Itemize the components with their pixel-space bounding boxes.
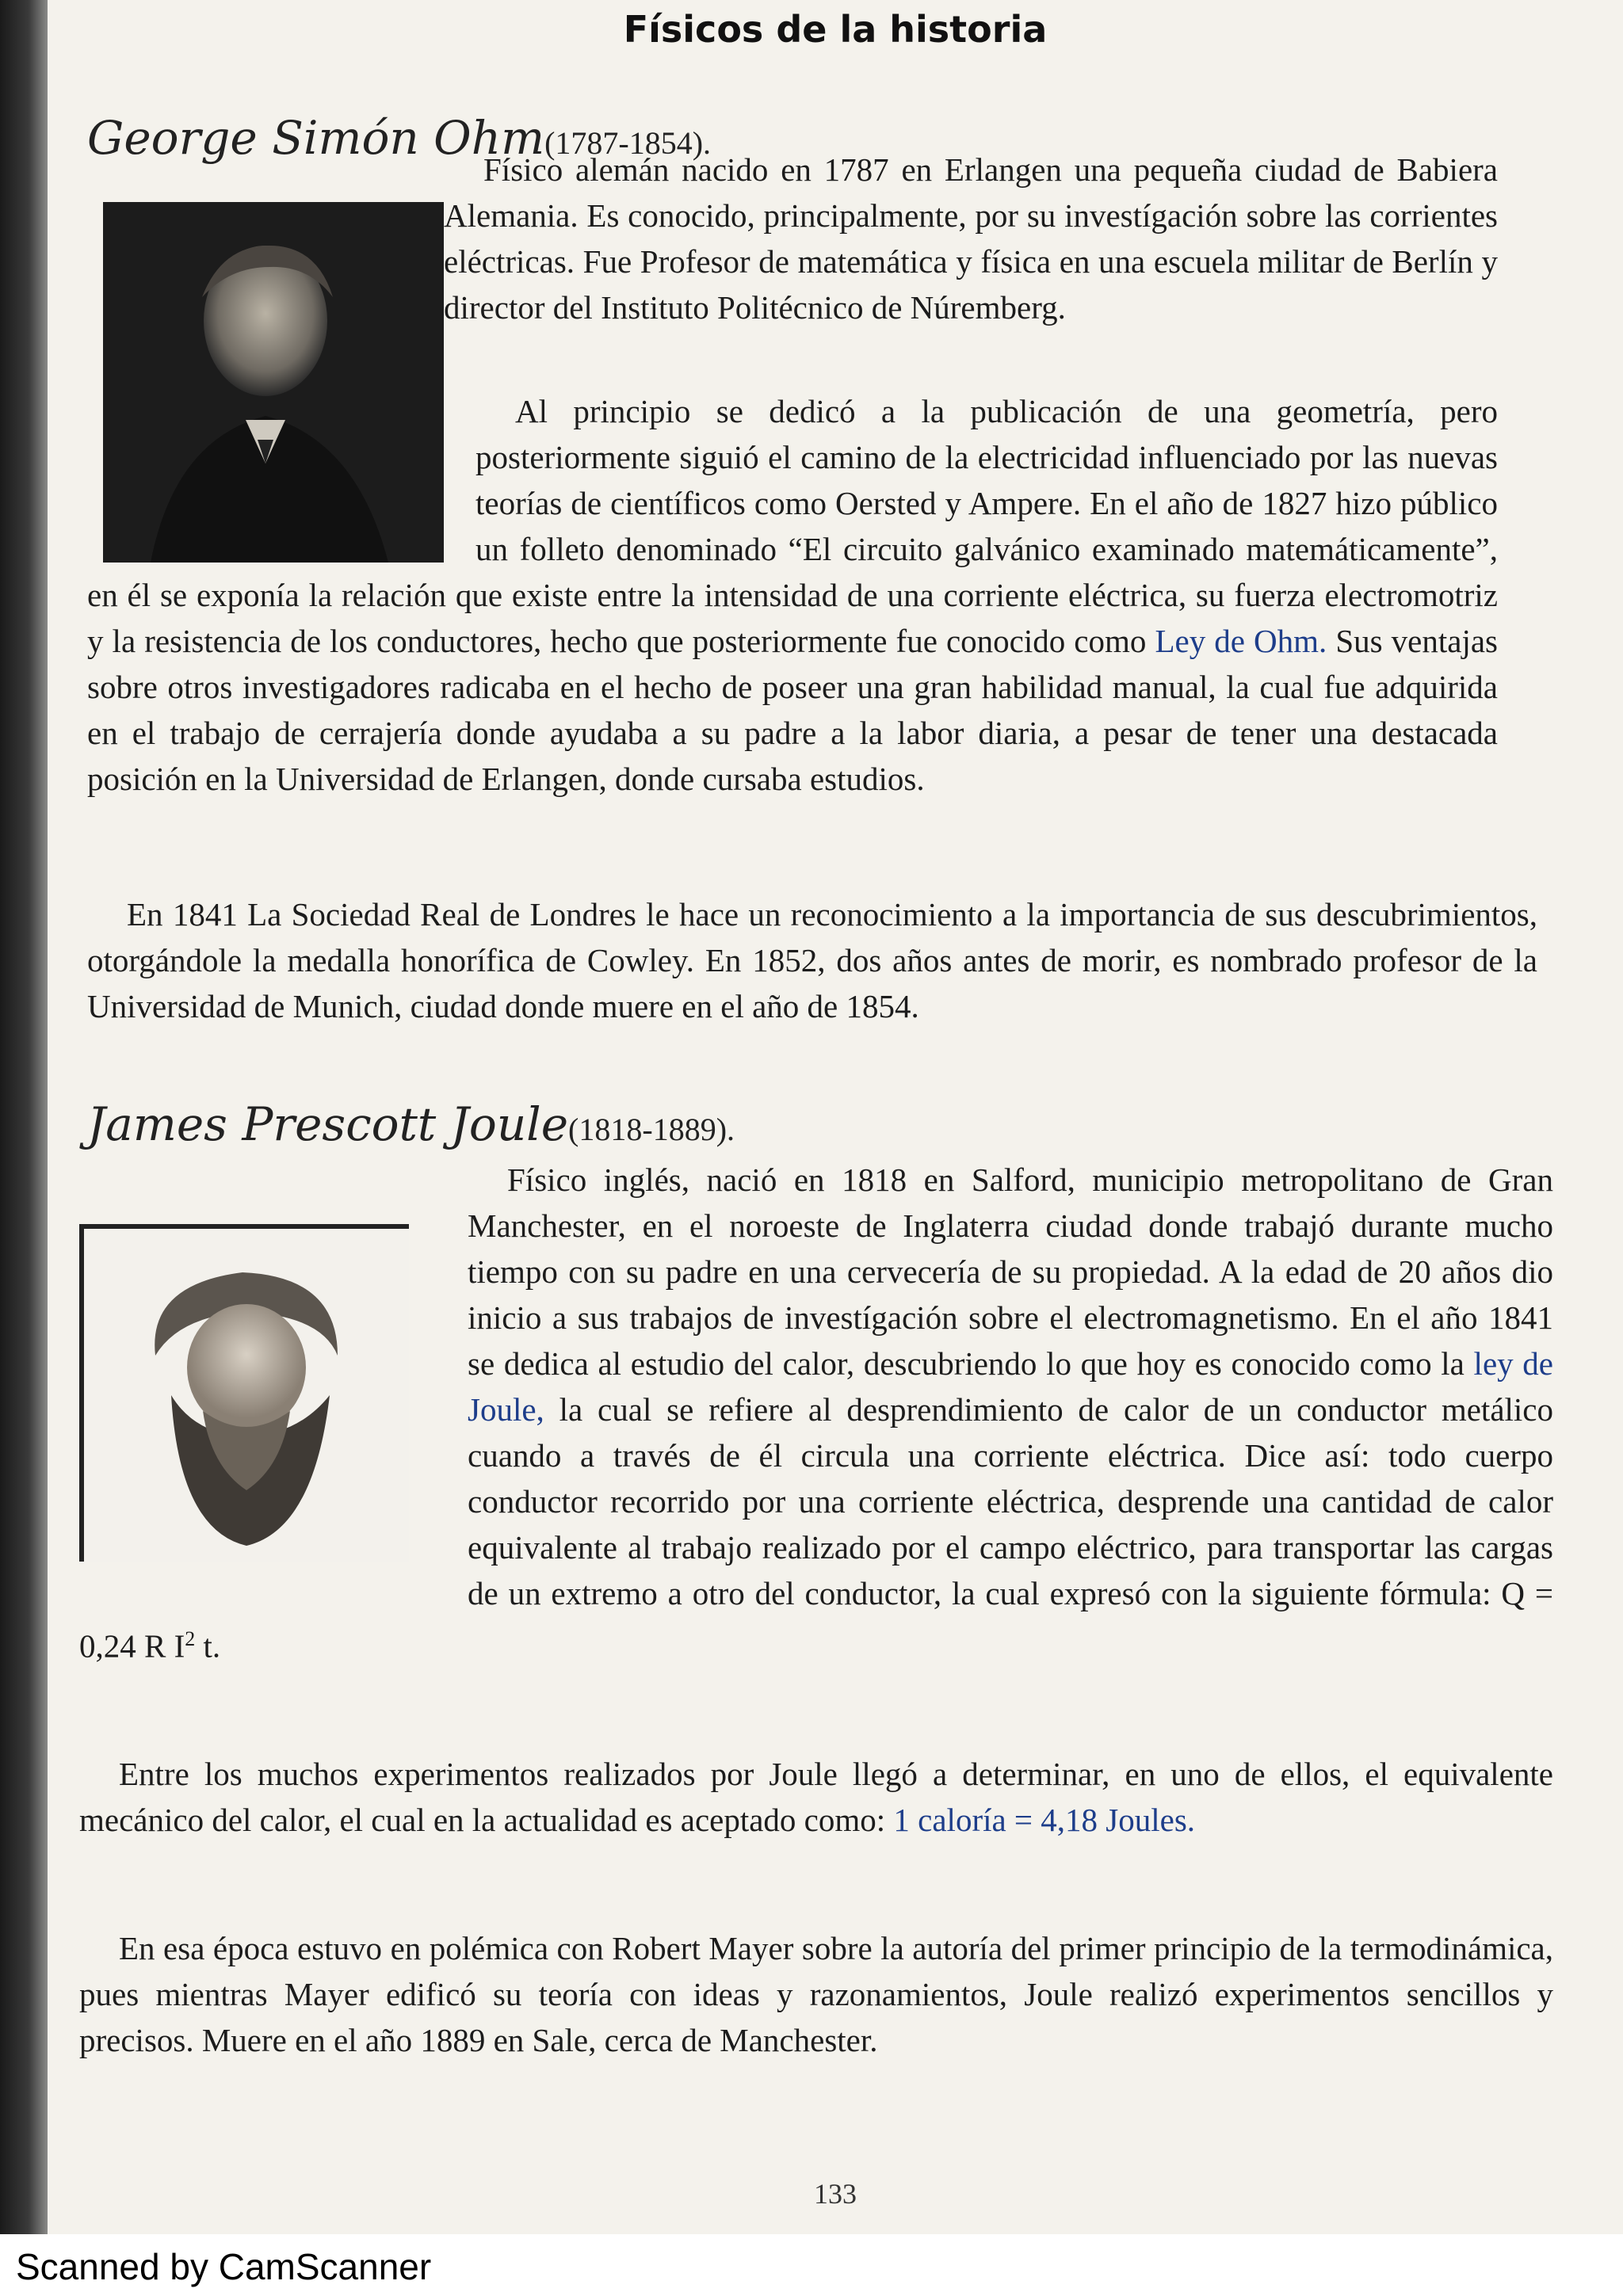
joule-name: James Prescott Joule (87, 1097, 569, 1151)
ohm-portrait-wrap-gap (87, 388, 475, 563)
joule-paragraph-3: En esa época estuvo en polémica con Robert Mayer sobre la autoría del primer principio de la termodinámica, pues mientras Mayer edificó su teoría con ideas y razonamientos, Joule realizó experimentos sencillos y precisos. Muere en el año 1889 en Sale, cerca de Manchester. (79, 1930, 1553, 2058)
ohm-paragraph-2-text: Al principio se dedicó a la publicación de una geometría, pero posteriormente siguió el camino de la electricidad influenciado por las nuevas teorías de científicos como Oersted y Ampere. En el año de 1827 hizo público un folleto denominado “El circuito galvánico examinado matemáticamente”, en él se exponía la relación que existe entre la intensidad de una corriente eléctrica, su fuerza electromotriz y la resistencia de los conductores, hecho que posteriormente fue conocido como (87, 393, 1498, 659)
ohm-paragraph-2 (87, 388, 1498, 802)
ohm-paragraph-1: Físico alemán nacido en 1787 en Erlangen una pequeña ciudad de Babiera Alemania. Es conocido, principalmente, por su investígación sobre las corrientes eléctricas. Fue Profesor de matemática y física en una escuela militar de Berlín y director del Instituto Politécnico de Núremberg. (444, 151, 1498, 326)
joule-law-term: ley de Joule, (468, 1345, 1554, 1428)
joule-paragraph-1-text: Físico inglés, nació en 1818 en Salford, municipio metropolitano de Gran Manchester, en el noroeste de Inglaterra ciudad donde trabajó durante mucho tiempo con su padre en una cervecería de su propiedad. A la edad de 20 años dio inicio a sus trabajos de investígación sobre el electromagnetismo. En el año 1841 se dedica al estudio del calor, descubriendo lo que hoy es conocido como la (468, 1161, 1553, 1382)
ohm-paragraph-3: En 1841 La Sociedad Real de Londres le hace un reconocimiento a la importancia de sus descubrimientos, otorgándole la medalla honorífica de Cowley. En 1852, dos años antes de morir, es nombrado profesor de la Universidad de Munich, ciudad donde muere en el año de 1854. (87, 896, 1537, 1024)
joule-portrait-wrap-gap (79, 1157, 468, 1616)
ohm-years: (1787-1854). (544, 125, 712, 161)
book-spine-shadow (0, 0, 48, 2234)
scanner-watermark: Scanned by CamScanner (16, 2246, 432, 2287)
joule-years: (1818-1889). (568, 1112, 735, 1147)
joule-paragraph-1-formula: la cual se refiere al desprendimiento de calor de un conductor metálico cuando a través de él circula una corriente eléctrica. Dice así: todo cuerpo conductor recorrido por una corriente eléctrica, desprende una cantidad de calor equivalente al trabajo realizado por el campo eléctrico, para transportar las cargas de un extremo a otro del conductor, la cual expresó con la siguiente fórmula: Q = 0,24 R I (79, 1391, 1553, 1665)
book-page (48, 0, 1623, 2234)
joule-name-heading (87, 1097, 735, 1151)
page-number: 133 (814, 2178, 857, 2210)
ohm-paragraph-2-tail: Sus ventajas sobre otros investigadores radicaba en el hecho de poseer una gran habilidad manual, la cual fue adquirida en el trabajo de cerrajería donde ayudaba a su padre a la labor diaria, a pesar de tener una destacada posición en la Universidad de Erlangen, donde cursaba estudios. (87, 623, 1498, 797)
joule-formula-tail: t. (195, 1627, 221, 1665)
ohm-law-term: Ley de Ohm. (1155, 623, 1327, 659)
joule-paragraph-2-text: Entre los muchos experimentos realizados por Joule llegó a determinar, en uno de ellos, el equivalente mecánico del calor, el cual en la actualidad es aceptado como: (79, 1756, 1553, 1838)
calorie-equivalence: 1 caloría = 4,18 Joules. (893, 1802, 1196, 1838)
ohm-name: George Simón Ohm (87, 111, 545, 165)
formula-exponent: 2 (185, 1627, 196, 1650)
page-title: Físicos de la historia (623, 8, 1048, 51)
joule-paragraph-1 (79, 1157, 1553, 1669)
joule-paragraph-2 (79, 1751, 1553, 1843)
